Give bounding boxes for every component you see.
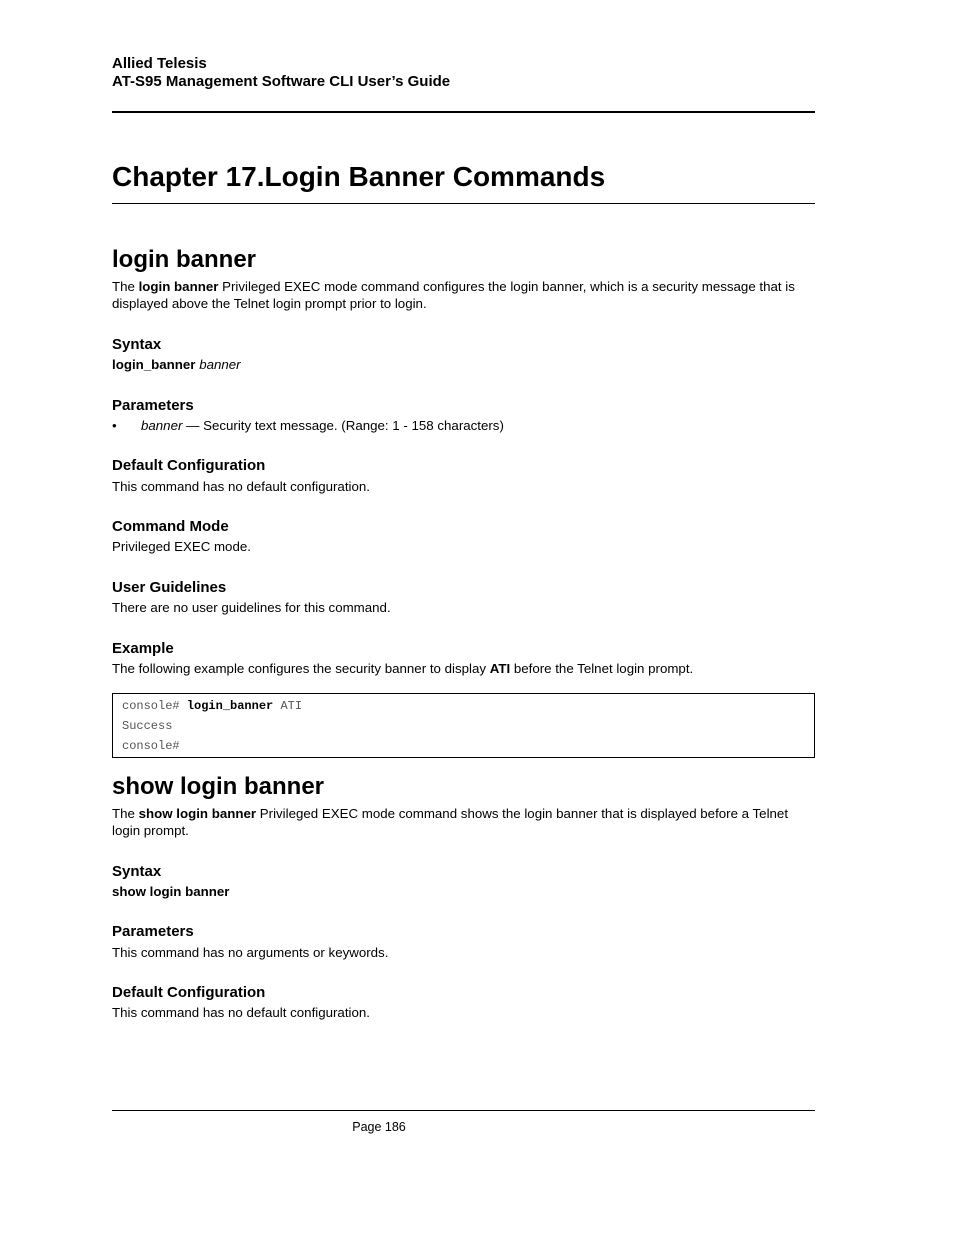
section-intro-show-login-banner: The show login banner Privileged EXEC mode command shows the login banner that is displayed before a Telnet login prompt. [112,806,789,838]
chapter-rule [112,203,815,204]
command-mode-text: Privileged EXEC mode. [112,539,251,554]
page-number: Page 186 [352,1120,406,1134]
code-line-2: Success [122,719,173,733]
parameters-text-2: This command has no arguments or keywords. [112,945,389,960]
default-config-heading: Default Configuration [112,457,266,474]
code-line-3: console# [122,739,180,753]
chapter-title: Chapter 17.Login Banner Commands [112,161,606,192]
section-title-show-login-banner: show login banner [112,773,325,800]
syntax-heading-2: Syntax [112,863,162,880]
default-config-text: This command has no default configuration. [112,479,370,494]
header-rule [112,111,815,113]
example-text: The following example configures the security banner to display ATI before the Telnet login prompt. [112,661,694,676]
section-title-login-banner: login banner [112,246,256,273]
footer-rule [112,1110,815,1111]
section-intro-login-banner: The login banner Privileged EXEC mode command configures the login banner, which is a security message that is displayed above the Telnet login prompt prior to login. [112,279,795,311]
parameter-item: banner — Security text message. (Range: 1 - 158 characters) [141,418,504,433]
code-example-box [112,693,815,758]
header-guide-title: AT-S95 Management Software CLI User’s Guide [112,73,451,90]
default-config-text-2: This command has no default configuration. [112,1005,370,1020]
user-guidelines-text: There are no user guidelines for this command. [112,600,391,615]
parameters-heading: Parameters [112,397,194,414]
parameters-heading-2: Parameters [112,923,194,940]
bullet: • [112,418,117,433]
user-guidelines-heading: User Guidelines [112,579,227,596]
syntax-heading: Syntax [112,336,162,353]
syntax-line-2: show login banner [112,884,230,899]
syntax-line: login_banner banner [112,357,241,372]
code-line-1: console# login_banner ATI [122,699,303,713]
command-mode-heading: Command Mode [112,518,229,535]
header-company: Allied Telesis [112,55,207,72]
default-config-heading-2: Default Configuration [112,984,266,1001]
example-heading: Example [112,640,174,657]
